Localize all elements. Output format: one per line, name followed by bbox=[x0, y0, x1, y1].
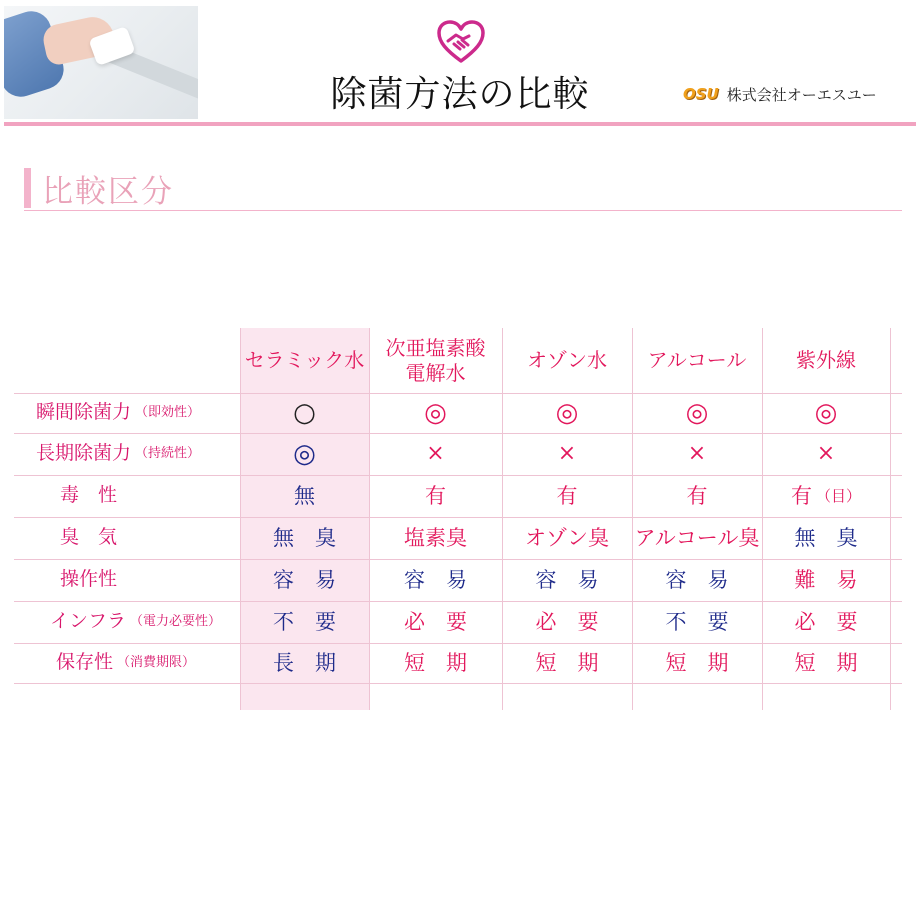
table-cell bbox=[369, 517, 502, 559]
cell-value: ◎ bbox=[293, 438, 316, 469]
cell-value: 容 易 bbox=[404, 567, 467, 592]
cell-value: 有 bbox=[556, 483, 578, 508]
row-label-text: 長期除菌力 bbox=[36, 442, 132, 465]
cell-value: 容 易 bbox=[535, 567, 599, 592]
table-cell bbox=[240, 475, 369, 517]
table-cell bbox=[502, 433, 632, 475]
cell-value: 有 bbox=[686, 483, 708, 508]
cell-value: 短 期 bbox=[665, 650, 729, 675]
cell-value: 必 要 bbox=[794, 609, 858, 634]
row-label bbox=[36, 433, 236, 475]
column-header: 次亜塩素酸 電解水 bbox=[385, 335, 486, 385]
cell-value: ◎ bbox=[424, 397, 447, 428]
table-cell bbox=[502, 601, 632, 643]
cell-value: 無 bbox=[294, 483, 315, 508]
table-cell bbox=[240, 559, 369, 601]
table-cell bbox=[369, 559, 502, 601]
cell-value: × bbox=[426, 441, 445, 467]
table-cell bbox=[369, 475, 502, 517]
row-label-text: 瞬間除菌力 bbox=[36, 401, 132, 424]
table-cell bbox=[502, 475, 632, 517]
brand-logo: OSU bbox=[683, 85, 719, 103]
cell-value: アルコール臭 bbox=[634, 525, 760, 550]
cell-value: 不 要 bbox=[665, 609, 729, 634]
table-cell bbox=[762, 517, 890, 559]
table-cell bbox=[369, 433, 502, 475]
cell-value: × bbox=[687, 441, 707, 467]
row-label-text: 毒 性 bbox=[60, 484, 118, 507]
row-label-text: 保存性 bbox=[56, 651, 114, 674]
table-cell bbox=[369, 601, 502, 643]
row-label bbox=[60, 475, 260, 517]
table-cell bbox=[240, 433, 369, 475]
table-cell bbox=[369, 393, 502, 433]
row-divider bbox=[14, 683, 902, 684]
table-cell bbox=[762, 601, 890, 643]
cell-value: 容 易 bbox=[665, 567, 729, 592]
table-cell bbox=[632, 393, 762, 433]
table-cell bbox=[369, 643, 502, 683]
table-cell bbox=[762, 433, 890, 475]
table-cell bbox=[502, 643, 632, 683]
table-cell bbox=[762, 559, 890, 601]
cell-value: 短 期 bbox=[794, 650, 858, 675]
table-cell bbox=[502, 559, 632, 601]
column-header: 紫外線 bbox=[796, 348, 856, 372]
table-cell bbox=[762, 393, 890, 433]
cell-value: 必 要 bbox=[535, 609, 599, 634]
row-label-note: （消費期限） bbox=[117, 654, 196, 670]
table-cell bbox=[632, 643, 762, 683]
table-cell bbox=[502, 393, 632, 433]
cell-value: 塩素臭 bbox=[404, 525, 467, 550]
table-cell bbox=[240, 643, 369, 683]
column-divider bbox=[890, 328, 891, 710]
table-cell bbox=[502, 517, 632, 559]
row-label-text: インフラ bbox=[50, 610, 127, 633]
cell-value: ◎ bbox=[814, 397, 838, 428]
cell-value: 有 bbox=[790, 483, 812, 508]
cell-value: 無 臭 bbox=[273, 525, 336, 550]
column-header: オゾン水 bbox=[527, 348, 607, 372]
cell-value: オゾン臭 bbox=[525, 525, 609, 550]
cell-value: 短 期 bbox=[535, 650, 599, 675]
row-label bbox=[36, 393, 236, 433]
row-label-note: （電力必要性） bbox=[130, 613, 222, 629]
column-header: セラミック水 bbox=[244, 348, 365, 372]
page-title: 除菌方法の比較 bbox=[330, 74, 590, 115]
cell-value: 有 bbox=[425, 483, 446, 508]
cell-value: 容 易 bbox=[273, 567, 336, 592]
cell-note: （目） bbox=[815, 486, 861, 505]
row-label-note: （即効性） bbox=[135, 404, 201, 420]
cell-value: ○ bbox=[293, 397, 316, 428]
cell-value: 難 易 bbox=[794, 567, 858, 592]
table-cell bbox=[762, 643, 890, 683]
row-label bbox=[50, 601, 250, 643]
company-name: 株式会社オーエスユー bbox=[726, 85, 877, 104]
row-label-note: （持続性） bbox=[135, 445, 201, 461]
cell-value: × bbox=[816, 441, 836, 467]
cell-value: × bbox=[557, 441, 577, 467]
column-header: アルコール bbox=[647, 348, 747, 372]
row-label-text: 操作性 bbox=[60, 568, 118, 591]
table-cell bbox=[762, 475, 890, 517]
table-cell bbox=[632, 559, 762, 601]
table-cell bbox=[632, 475, 762, 517]
cell-value: 不 要 bbox=[273, 609, 336, 634]
cell-value: ◎ bbox=[555, 397, 579, 428]
table-cell bbox=[240, 601, 369, 643]
table-cell bbox=[240, 517, 369, 559]
section-title: 比較区分 bbox=[42, 174, 174, 210]
row-label bbox=[60, 517, 260, 559]
cell-value: 無 臭 bbox=[794, 525, 858, 550]
row-label bbox=[60, 559, 260, 601]
table-cell bbox=[632, 601, 762, 643]
cell-value: ◎ bbox=[685, 397, 709, 428]
table-cell bbox=[632, 517, 762, 559]
table-cell bbox=[240, 393, 369, 433]
cell-value: 必 要 bbox=[404, 609, 467, 634]
row-label-text: 臭 気 bbox=[60, 526, 118, 549]
row-label bbox=[56, 643, 256, 683]
table-cell bbox=[632, 433, 762, 475]
cell-value: 短 期 bbox=[404, 650, 467, 675]
cell-value: 長 期 bbox=[273, 650, 336, 675]
